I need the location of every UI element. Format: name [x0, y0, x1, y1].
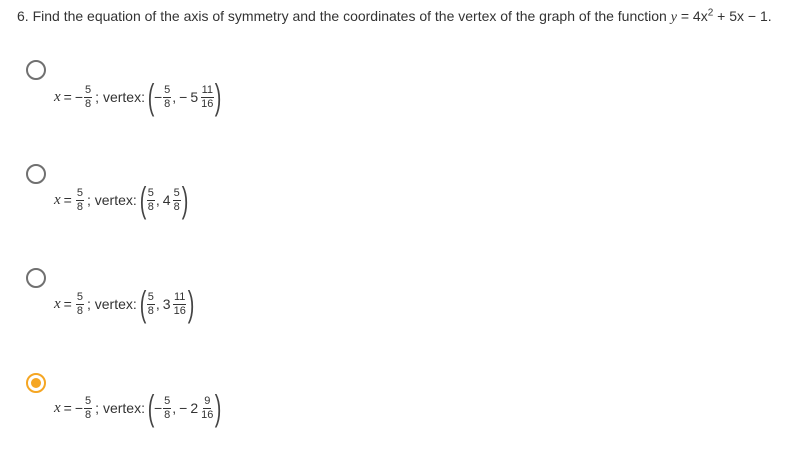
vertex-y-sign: − [179, 89, 188, 105]
vertex-comma: , [155, 296, 160, 312]
equals-sign: = [63, 296, 72, 312]
vertex-y-whole: 4 [162, 192, 171, 208]
axis-numerator: 5 [85, 394, 92, 407]
question-prefix: 6. Find the equation of the axis of symmetry and the coordinates of the vertex of the graph of the function [17, 8, 667, 24]
x-variable: x [54, 88, 61, 105]
vertex-x-numerator: 5 [164, 83, 171, 96]
vertex-x-fraction [147, 188, 155, 213]
left-paren: ( [147, 76, 155, 117]
axis-numerator: 5 [76, 186, 83, 199]
vertex-y-fraction [173, 188, 181, 213]
x-variable: x [54, 191, 61, 208]
left-paren: ( [147, 387, 155, 428]
axis-fraction [84, 85, 92, 110]
left-paren: ( [139, 179, 147, 220]
vertex-y-fraction [200, 85, 214, 110]
option-2-answer[interactable] [54, 179, 189, 220]
vertex-x-fraction [147, 292, 155, 317]
vertex-x-numerator: 5 [147, 290, 154, 303]
question-eq: = 4x [676, 8, 708, 24]
equals-sign: = [63, 89, 72, 105]
vertex-y-numerator: 9 [204, 394, 211, 407]
vertex-y-numerator: 11 [174, 290, 186, 303]
axis-sign: − [74, 89, 84, 105]
option-1-answer[interactable] [54, 76, 222, 117]
vertex-y-denominator: 16 [173, 304, 186, 317]
vertex-y-whole: 5 [190, 89, 199, 105]
question-text [17, 8, 772, 26]
radio-selected-dot [31, 378, 41, 388]
vertex-x-denominator: 8 [164, 408, 171, 421]
vertex-y-denominator: 8 [173, 200, 180, 213]
vertex-label: ; vertex: [86, 296, 137, 312]
vertex-y-whole: 3 [162, 296, 171, 312]
x-variable: x [54, 295, 61, 312]
vertex-y-fraction [200, 396, 214, 421]
axis-denominator: 8 [76, 304, 83, 317]
right-paren: ) [187, 283, 195, 324]
axis-denominator: 8 [85, 408, 92, 421]
question-rest: + 5x − 1. [713, 8, 772, 24]
vertex-comma: , [172, 400, 177, 416]
vertex-y-fraction [173, 292, 187, 317]
axis-denominator: 8 [85, 97, 92, 110]
vertex-x-fraction [163, 396, 171, 421]
vertex-comma: , [172, 89, 177, 105]
vertex-y-numerator: 5 [173, 186, 180, 199]
x-variable: x [54, 399, 61, 416]
axis-numerator: 5 [85, 83, 92, 96]
equals-sign: = [63, 400, 72, 416]
vertex-x-sign: − [153, 400, 163, 416]
vertex-label: ; vertex: [95, 89, 145, 105]
vertex-y-denominator: 16 [201, 408, 214, 421]
question-var: y [670, 10, 677, 25]
vertex-x-denominator: 8 [147, 304, 154, 317]
vertex-y-numerator: 11 [201, 83, 213, 96]
equals-sign: = [63, 192, 72, 208]
option-4-answer[interactable] [54, 387, 222, 428]
right-paren: ) [215, 387, 222, 428]
vertex-comma: , [155, 192, 160, 208]
option-3-radio[interactable] [26, 268, 46, 288]
option-2-radio[interactable] [26, 164, 46, 184]
axis-fraction [76, 292, 84, 317]
right-paren: ) [181, 179, 189, 220]
axis-fraction [76, 188, 84, 213]
vertex-x-denominator: 8 [147, 200, 154, 213]
vertex-x-sign: − [153, 89, 163, 105]
left-paren: ( [139, 283, 147, 324]
option-4-radio[interactable] [26, 373, 46, 393]
vertex-label: ; vertex: [86, 192, 137, 208]
option-1-radio[interactable] [26, 60, 46, 80]
question-exponent: 2 [707, 7, 714, 19]
vertex-y-whole: 2 [190, 400, 199, 416]
vertex-x-numerator: 5 [147, 186, 154, 199]
right-paren: ) [215, 76, 222, 117]
vertex-y-sign: − [179, 400, 188, 416]
option-3-answer[interactable] [54, 283, 195, 324]
axis-fraction [84, 396, 92, 421]
vertex-x-numerator: 5 [164, 394, 171, 407]
vertex-label: ; vertex: [95, 400, 145, 416]
axis-numerator: 5 [76, 290, 83, 303]
vertex-x-denominator: 8 [164, 97, 171, 110]
vertex-x-fraction [163, 85, 171, 110]
axis-sign: − [74, 400, 84, 416]
axis-denominator: 8 [76, 200, 83, 213]
vertex-y-denominator: 16 [201, 97, 214, 110]
